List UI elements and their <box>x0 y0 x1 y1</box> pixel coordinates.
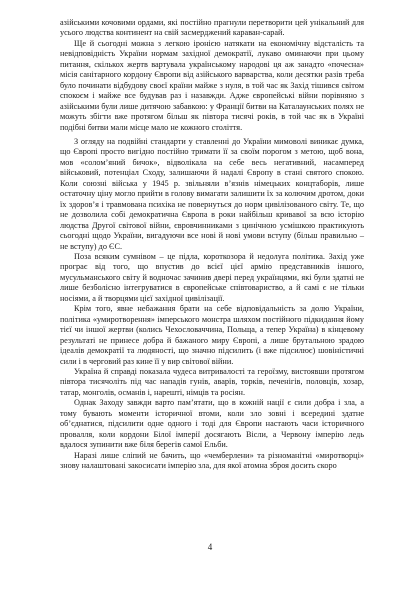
paragraph-3: З огляду на подвійні стандарти у ставленні до України мимоволі виникає думка, що Європі просто вигідно постійно тримати її за своїм порогом з метою, щоб вона, мов «солом’яний бичок», відволікала на себе весь негативний, насамперед військовий, потенціал Сходу, залишаючи й надалі Європу в стані святого спокою. Коли союзні війська у 1945 р. звільняли в’язнів німецьких концтаборів, лише остаточну ціну могло прийти в голову вимагати залишити їх за колючим дротом, доки їх здоров’я і травмована психіка не повернуться до норм цивілізованого світу. Те, що не дозволила собі демократична Європа в роки найбільш кривавої за всю історію людства Другої світової війни, євровчинниками з цинічною усмішкою практикують сьогодні щодо України, вигадуючи все нові й нові умови вступу (більш правильно – не вступу) до ЄС. <box>60 136 364 251</box>
body-text <box>60 18 364 471</box>
paragraph-6: Україна й справді показала чудеса витривалості та героїзму, вистоявши протягом півтора тисячоліть під час нападів гунів, аварів, торків, печенігів, половців, хозар, татар, монголів, османів і, нарешті, німців та росіян. <box>60 366 364 397</box>
paragraph-1: азійськими кочовими ордами, які постійно прагнули перетворити цей унікальний для усього людства континент на свій засмерджений караван-сарай. <box>60 18 364 38</box>
paragraph-5: Крім того, явне небажання брати на себе відповідальність за долю України, політика «умиротворення» імперського монстра шляхом постійного підкидання йому тієї чи іншої жертви (колись Чехословаччина, Польща, а тепер Україна) в кінцевому результаті не принесе добра й бажаного миру Європі, а лише брутальною зрадою ідеалів демократії та людяності, що значно підсилить (і вже підсилює) шовіністичні сили і в черговий раз кине її у вир світової війни. <box>60 304 364 366</box>
paragraph-7: Однак Заходу завжди варто пам’ятати, що в кожній нації є сили добра і зла, а тому бувають моменти історичної втоми, коли зло зовні і всередині здатне об’єднатися, підсилити одне одного і тоді для Європи настають часи історичного провалля, коли кордони Білої імперії досягають Вісли, а Червону імперію ледь вдалося зупинити вже біля берегів самої Ельби. <box>60 398 364 450</box>
paragraph-4: Поза всяким сумнівом – це підла, короткозора й недолуга політика. Захід уже програє від того, що впустив до всієї цієї армію представників іншого, мусульманського світу й водночас зачинив двері перед українцями, які були здатні не лише безболісно інтегруватися в європейське співтовариство, а й самі є не тільки носіями, а й творцями цієї західної цивілізації. <box>60 251 364 303</box>
page-number: 4 <box>207 542 213 552</box>
paragraph-8: Наразі лише сліпий не бачить, що «чемберлени» та різноманітні «миротворці» знову налаштовані закосисати імперію зла, для якої атомна зброя досить скоро <box>60 450 364 471</box>
paragraph-2: Ще й сьогодні можна з легкою іронією натякати на економічну відсталість та невідповідність України нормам західної демократії, лукаво оминаючи при цьому питання, скількох жертв вартувала українському народові ця аж занадто «почесна» місія санітарного кордону Європи від азійського варварства, коли десятки разів треба було починати відбудову своєї країни майже з нуля, в той час як Захід тішився світом спокоєм і майже все будував раз і назавжди. Адже європейські війни порівняно з азійськими були лише дитячою забавкою: у Франції битви на Каталаунських полях не можуть збігти вже протягом більш як півтора тисячі років, в той час як в Україні подібні битви мали місце мало не кожного століття. <box>60 38 364 132</box>
